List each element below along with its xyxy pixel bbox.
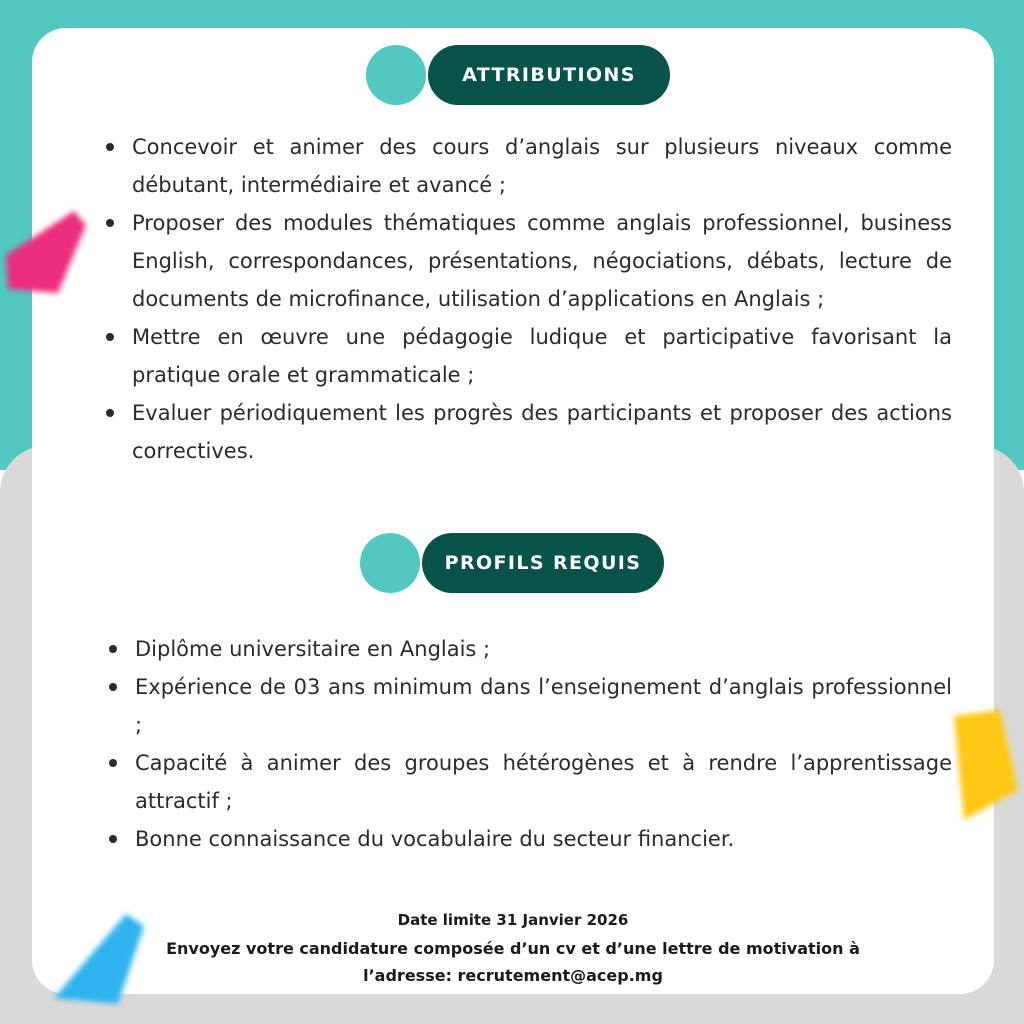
bullet-icon [109, 835, 117, 843]
content-card [32, 28, 994, 994]
bullet-icon [106, 219, 114, 227]
bullet-icon [109, 645, 117, 653]
yellow-brush-decoration [944, 708, 1024, 828]
deadline-text: Date limite 31 Janvier 2026 [397, 911, 629, 929]
list-item: Bonne connaissance du vocabulaire du secteur financier. [109, 820, 952, 858]
bullet-icon [106, 409, 114, 417]
attributions-title: ATTRIBUTIONS [428, 45, 670, 105]
list-item: Concevoir et animer des cours d’anglais sur plusieurs niveaux comme débutant, intermédiaire et avancé ; [106, 128, 952, 204]
application-instruction [32, 935, 994, 989]
instruction-line-2: l’adresse: recrutement@acep.mg [363, 966, 663, 985]
list-item: Capacité à animer des groupes hétérogènes et à rendre l’apprentissage attractif ; [109, 744, 952, 820]
bullet-icon [106, 333, 114, 341]
list-item: Diplôme universitaire en Anglais ; [109, 630, 952, 668]
list-item: Mettre en œuvre une pédagogie ludique et participative favorisant la pratique orale et grammaticale ; [106, 318, 952, 394]
bullet-icon [109, 683, 117, 691]
list-item: Evaluer périodiquement les progrès des participants et proposer des actions correctives. [106, 394, 952, 470]
profils-title: PROFILS REQUIS [422, 533, 664, 593]
blue-brush-decoration [48, 910, 158, 1010]
profils-heading [360, 533, 666, 593]
heading-dot-icon [360, 533, 420, 593]
attributions-heading [366, 45, 672, 105]
instruction-line-1: Envoyez votre candidature composée d’un cv et d’une lettre de motivation à [166, 939, 860, 958]
attributions-list [106, 128, 952, 470]
pink-brush-decoration [0, 205, 95, 300]
heading-dot-icon [366, 45, 426, 105]
bullet-icon [109, 759, 117, 767]
profils-list [109, 630, 952, 858]
bullet-icon [106, 143, 114, 151]
list-item: Proposer des modules thématiques comme anglais professionnel, business English, correspondances, présentations, négociations, débats, lecture de documents de microfinance, utilisation d’applications en Anglais ; [106, 204, 952, 318]
list-item: Expérience de 03 ans minimum dans l’enseignement d’anglais professionnel ; [109, 668, 952, 744]
